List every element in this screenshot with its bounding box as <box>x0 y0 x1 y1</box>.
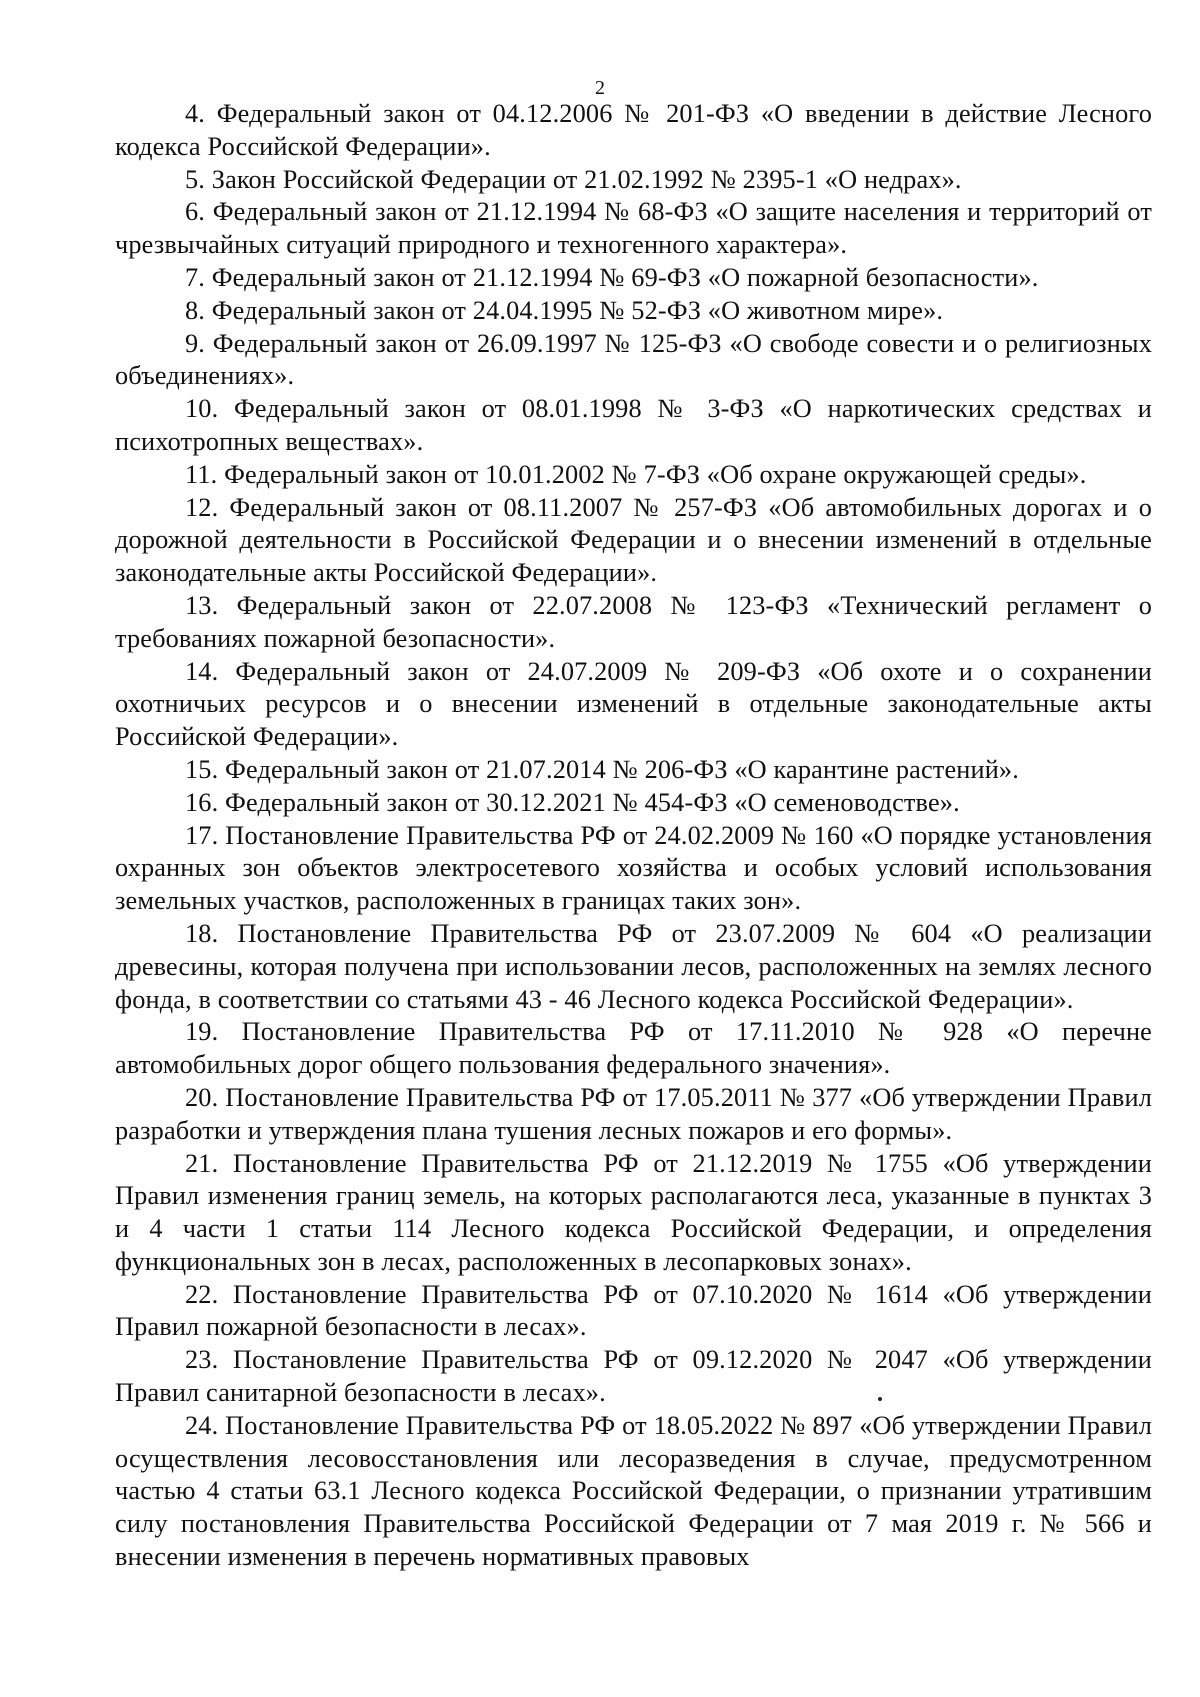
list-item: 18. Постановление Правительства РФ от 23.07.2009 № 604 «О реализации древесины, которая получена при использовании лесов, расположенных на землях лесного фонда, в соответствии со статьями 43 - 46 Лесного кодекса Российской Федерации». <box>115 918 1152 1014</box>
page-number: 2 <box>595 77 605 99</box>
list-item: 15. Федеральный закон от 21.07.2014 № 206-ФЗ «О карантине растений». <box>185 754 1019 784</box>
list-item: 7. Федеральный закон от 21.12.1994 № 69-ФЗ «О пожарной безопасности». <box>185 262 1039 292</box>
list-item: 9. Федеральный закон от 26.09.1997 № 125-ФЗ «О свободе совести и о религиозных объединениях». <box>115 328 1152 391</box>
list-item: 16. Федеральный закон от 30.12.2021 № 454-ФЗ «О семеноводстве». <box>185 787 960 817</box>
list-item: 19. Постановление Правительства РФ от 17.11.2010 № 928 «О перечне автомобильных дорог общего пользования федерального значения». <box>115 1017 1152 1080</box>
list-item: 22. Постановление Правительства РФ от 07.10.2020 № 1614 «Об утверждении Правил пожарной безопасности в лесах». <box>115 1279 1152 1342</box>
legal-acts-list <box>115 98 1152 1574</box>
list-item: 6. Федеральный закон от 21.12.1994 № 68-ФЗ «О защите населения и территорий от чрезвычайных ситуаций природного и техногенного характера». <box>115 197 1152 260</box>
list-item: 8. Федеральный закон от 24.04.1995 № 52-ФЗ «О животном мире». <box>185 295 944 325</box>
list-item: 14. Федеральный закон от 24.07.2009 № 209-ФЗ «Об охоте и о сохранении охотничьих ресурсов и о внесении изменений в отдельные законодательные акты Российской Федерации». <box>115 656 1152 752</box>
list-item: 17. Постановление Правительства РФ от 24.02.2009 № 160 «О порядке установления охранных зон объектов электросетевого хозяйства и особых условий использования земельных участков, расположенных в границах таких зон». <box>115 820 1152 916</box>
list-item: 13. Федеральный закон от 22.07.2008 № 123-ФЗ «Технический регламент о требованиях пожарной безопасности». <box>115 590 1152 653</box>
list-item: 23. Постановление Правительства РФ от 09.12.2020 № 2047 «Об утверждении Правил санитарной безопасности в лесах». <box>115 1345 1152 1408</box>
list-item: 4. Федеральный закон от 04.12.2006 № 201-ФЗ «О введении в действие Лесного кодекса Российской Федерации». <box>115 99 1152 161</box>
list-item: 12. Федеральный закон от 08.11.2007 № 257-ФЗ «Об автомобильных дорогах и о дорожной деятельности в Российской Федерации и о внесении изменений в отдельные законодательные акты Российской Федерации». <box>115 492 1152 588</box>
list-item: 21. Постановление Правительства РФ от 21.12.2019 № 1755 «Об утверждении Правил изменения границ земель, на которых располагаются леса, указанные в пунктах 3 и 4 части 1 статьи 114 Лесного кодекса Российской Федерации, и определения функциональных зон в лесах, расположенных в лесопарковых зонах». <box>115 1148 1152 1276</box>
list-item: 11. Федеральный закон от 10.01.2002 № 7-ФЗ «Об охране окружающей среды». <box>185 459 1087 489</box>
list-item: 5. Закон Российской Федерации от 21.02.1992 № 2395-1 «О недрах». <box>185 164 962 194</box>
scan-speck <box>878 1397 882 1401</box>
list-item: 10. Федеральный закон от 08.01.1998 № 3-ФЗ «О наркотических средствах и психотропных веществах». <box>115 394 1152 456</box>
list-item: 20. Постановление Правительства РФ от 17.05.2011 № 377 «Об утверждении Правил разработки и утверждения плана тушения лесных пожаров и его формы». <box>115 1082 1152 1145</box>
list-item: 24. Постановление Правительства РФ от 18.05.2022 № 897 «Об утверждении Правил осуществления лесовосстановления или лесоразведения в случае, предусмотренном частью 4 статьи 63.1 Лесного кодекса Российской Федерации, о признании утратившим силу постановления Правительства Российской Федерации от 7 мая 2019 г. № 566 и внесении изменения в перечень нормативных правовых <box>115 1410 1152 1572</box>
